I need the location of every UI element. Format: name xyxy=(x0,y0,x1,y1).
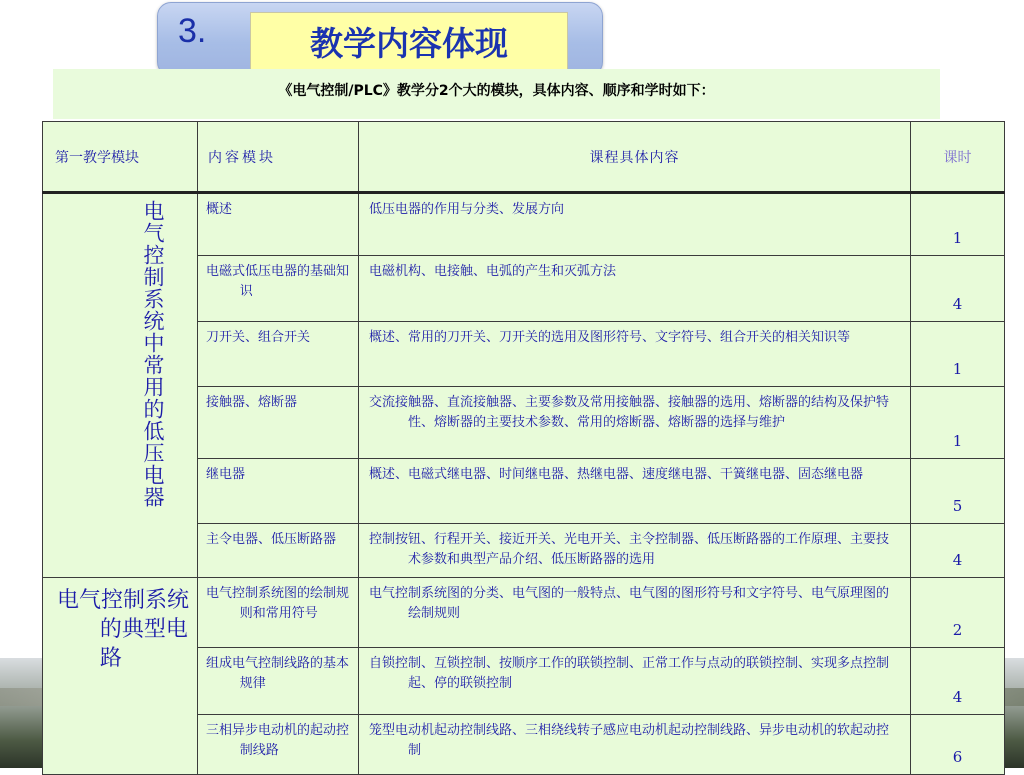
course-table xyxy=(42,121,1005,775)
module-1-label: 电气控制系统中常用的低压电器 xyxy=(141,200,165,508)
hours-cell: 4 xyxy=(911,256,1005,321)
content-cell: 笼型电动机起动控制线路、三相绕线转子感应电动机起动控制线路、异步电动机的软起动控制 xyxy=(359,715,911,775)
hours-cell: 5 xyxy=(911,459,1005,523)
hours-cell: 2 xyxy=(911,578,1005,648)
module-2-label: 电气控制系统的典型电路 xyxy=(57,588,190,671)
header-module: 第一教学模块 xyxy=(43,122,198,193)
table-header-row xyxy=(43,122,1005,193)
table-row xyxy=(43,193,1005,256)
hours-cell: 6 xyxy=(911,715,1005,775)
header-hours: 课时 xyxy=(911,122,1005,193)
content-cell: 自锁控制、互锁控制、按顺序工作的联锁控制、正常工作与点动的联锁控制、实现多点控制起、停的联锁控制 xyxy=(359,648,911,715)
content-cell: 概述、常用的刀开关、刀开关的选用及图形符号、文字符号、组合开关的相关知识等 xyxy=(359,321,911,386)
block-cell: 电磁式低压电器的基础知识 xyxy=(198,256,359,321)
intro-panel xyxy=(53,69,940,119)
hours-cell: 4 xyxy=(911,648,1005,715)
block-cell: 接触器、熔断器 xyxy=(198,386,359,458)
hours-cell: 1 xyxy=(911,321,1005,386)
block-cell: 组成电气控制线路的基本规律 xyxy=(198,648,359,715)
content-cell: 控制按钮、行程开关、接近开关、光电开关、主令控制器、低压断路器的工作原理、主要技术参数和典型产品介绍、低压断路器的选用 xyxy=(359,523,911,577)
block-cell: 三相异步电动机的起动控制线路 xyxy=(198,715,359,775)
block-cell: 刀开关、组合开关 xyxy=(198,321,359,386)
slide-title: 教学内容体现 xyxy=(250,12,568,70)
content-cell: 低压电器的作用与分类、发展方向 xyxy=(359,193,911,256)
content-cell: 交流接触器、直流接触器、主要参数及常用接触器、接触器的选用、熔断器的结构及保护特性、熔断器的主要技术参数、常用的熔断器、熔断器的选择与维护 xyxy=(359,386,911,458)
block-cell: 继电器 xyxy=(198,459,359,523)
block-cell: 主令电器、低压断路器 xyxy=(198,523,359,577)
slide-number: 3. xyxy=(178,12,207,50)
module-2-cell xyxy=(43,578,198,775)
content-cell: 概述、电磁式继电器、时间继电器、热继电器、速度继电器、干簧继电器、固态继电器 xyxy=(359,459,911,523)
header-content: 课程具体内容 xyxy=(359,122,911,193)
block-cell: 概述 xyxy=(198,193,359,256)
hours-cell: 1 xyxy=(911,386,1005,458)
hours-cell: 1 xyxy=(911,193,1005,256)
table-row xyxy=(43,578,1005,648)
header-block: 内容模块 xyxy=(198,122,359,193)
content-cell: 电磁机构、电接触、电弧的产生和灭弧方法 xyxy=(359,256,911,321)
module-1-cell xyxy=(43,193,198,578)
intro-text: 《电气控制/PLC》教学分2个大的模块，具体内容、顺序和学时如下： xyxy=(278,83,715,99)
block-cell: 电气控制系统图的绘制规则和常用符号 xyxy=(198,578,359,648)
hours-cell: 4 xyxy=(911,523,1005,577)
content-cell: 电气控制系统图的分类、电气图的一般特点、电气图的图形符号和文字符号、电气原理图的绘制规则 xyxy=(359,578,911,648)
